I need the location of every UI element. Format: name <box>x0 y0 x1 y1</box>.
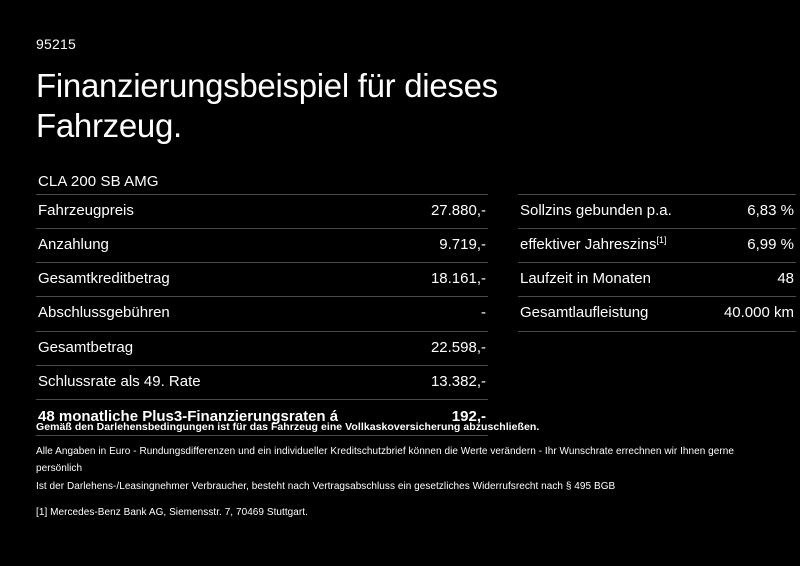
document-id: 95215 <box>36 36 76 52</box>
table-row <box>36 194 488 228</box>
row-value: 13.382,- <box>430 372 486 390</box>
row-label: Anzahlung <box>38 235 109 253</box>
row-label: Gesamtbetrag <box>38 338 134 356</box>
table-row <box>36 365 488 399</box>
row-label <box>520 201 672 221</box>
table-row <box>518 228 796 262</box>
row-label <box>520 303 648 323</box>
disclaimer-line-1: Alle Angaben in Euro - Rundungsdifferenzen und ein individueller Kreditschutzbrief können die Werte verändern - Ihr Wunschrate errechnen wir Ihnen gerne persönlich <box>36 445 735 474</box>
row-value: 9.719,- <box>439 235 486 253</box>
row-value: 40.000 km <box>723 304 794 322</box>
row-value: 18.161,- <box>430 270 486 287</box>
terms-table <box>518 194 796 332</box>
table-row <box>36 331 488 365</box>
row-value: 22.598,- <box>430 338 486 356</box>
row-label: Gesamtkreditbetrag <box>38 270 170 287</box>
table-row <box>518 262 796 296</box>
row-label <box>520 269 651 289</box>
row-label-text: Laufzeit in Monaten <box>520 270 651 287</box>
financing-tables <box>36 194 794 437</box>
table-row <box>518 296 796 331</box>
row-label: Abschlussgebühren <box>38 304 170 322</box>
row-label <box>520 235 666 255</box>
table-row <box>36 228 488 262</box>
footnote-1: [1] Mercedes-Benz Bank AG, Siemensstr. 7, 70469 Stuttgart. <box>36 507 308 518</box>
row-label-text: effektiver Jahreszins <box>520 235 657 253</box>
row-value: 6,99 % <box>747 235 794 253</box>
row-value: 27.880,- <box>430 201 486 219</box>
row-label-text: Gesamtlaufleistung <box>520 304 649 322</box>
row-label: 48 monatliche Plus3-Finanzierungsraten á <box>38 408 339 425</box>
table-row <box>36 296 488 330</box>
footnote-marker: [1] <box>656 234 667 245</box>
row-value: 192,- <box>451 408 486 425</box>
disclaimer-line-2: Ist der Darlehens-/Leasingnehmer Verbraucher, besteht nach Vertragsabschluss ein gesetzliches Widerrufsrecht nach § 495 BGB <box>36 480 616 492</box>
row-value: - <box>481 304 486 322</box>
footer-disclaimer <box>36 421 764 519</box>
row-label-text: Sollzins gebunden p.a. <box>520 201 672 219</box>
row-value: 48 <box>777 270 794 287</box>
table-row <box>518 194 796 228</box>
row-label: Schlussrate als 49. Rate <box>38 372 201 390</box>
row-value: 6,83 % <box>747 201 794 219</box>
table-row <box>36 262 488 296</box>
vehicle-model-label: CLA 200 SB AMG <box>38 172 159 190</box>
insurance-notice: Gemäß den Darlehensbedingungen ist für das Fahrzeug eine Vollkaskoversicherung abzuschließen. <box>36 420 540 433</box>
page-title: Finanzierungsbeispiel für dieses Fahrzeug. <box>36 67 498 145</box>
row-label: Fahrzeugpreis <box>38 201 134 219</box>
cost-breakdown-table <box>36 194 488 437</box>
